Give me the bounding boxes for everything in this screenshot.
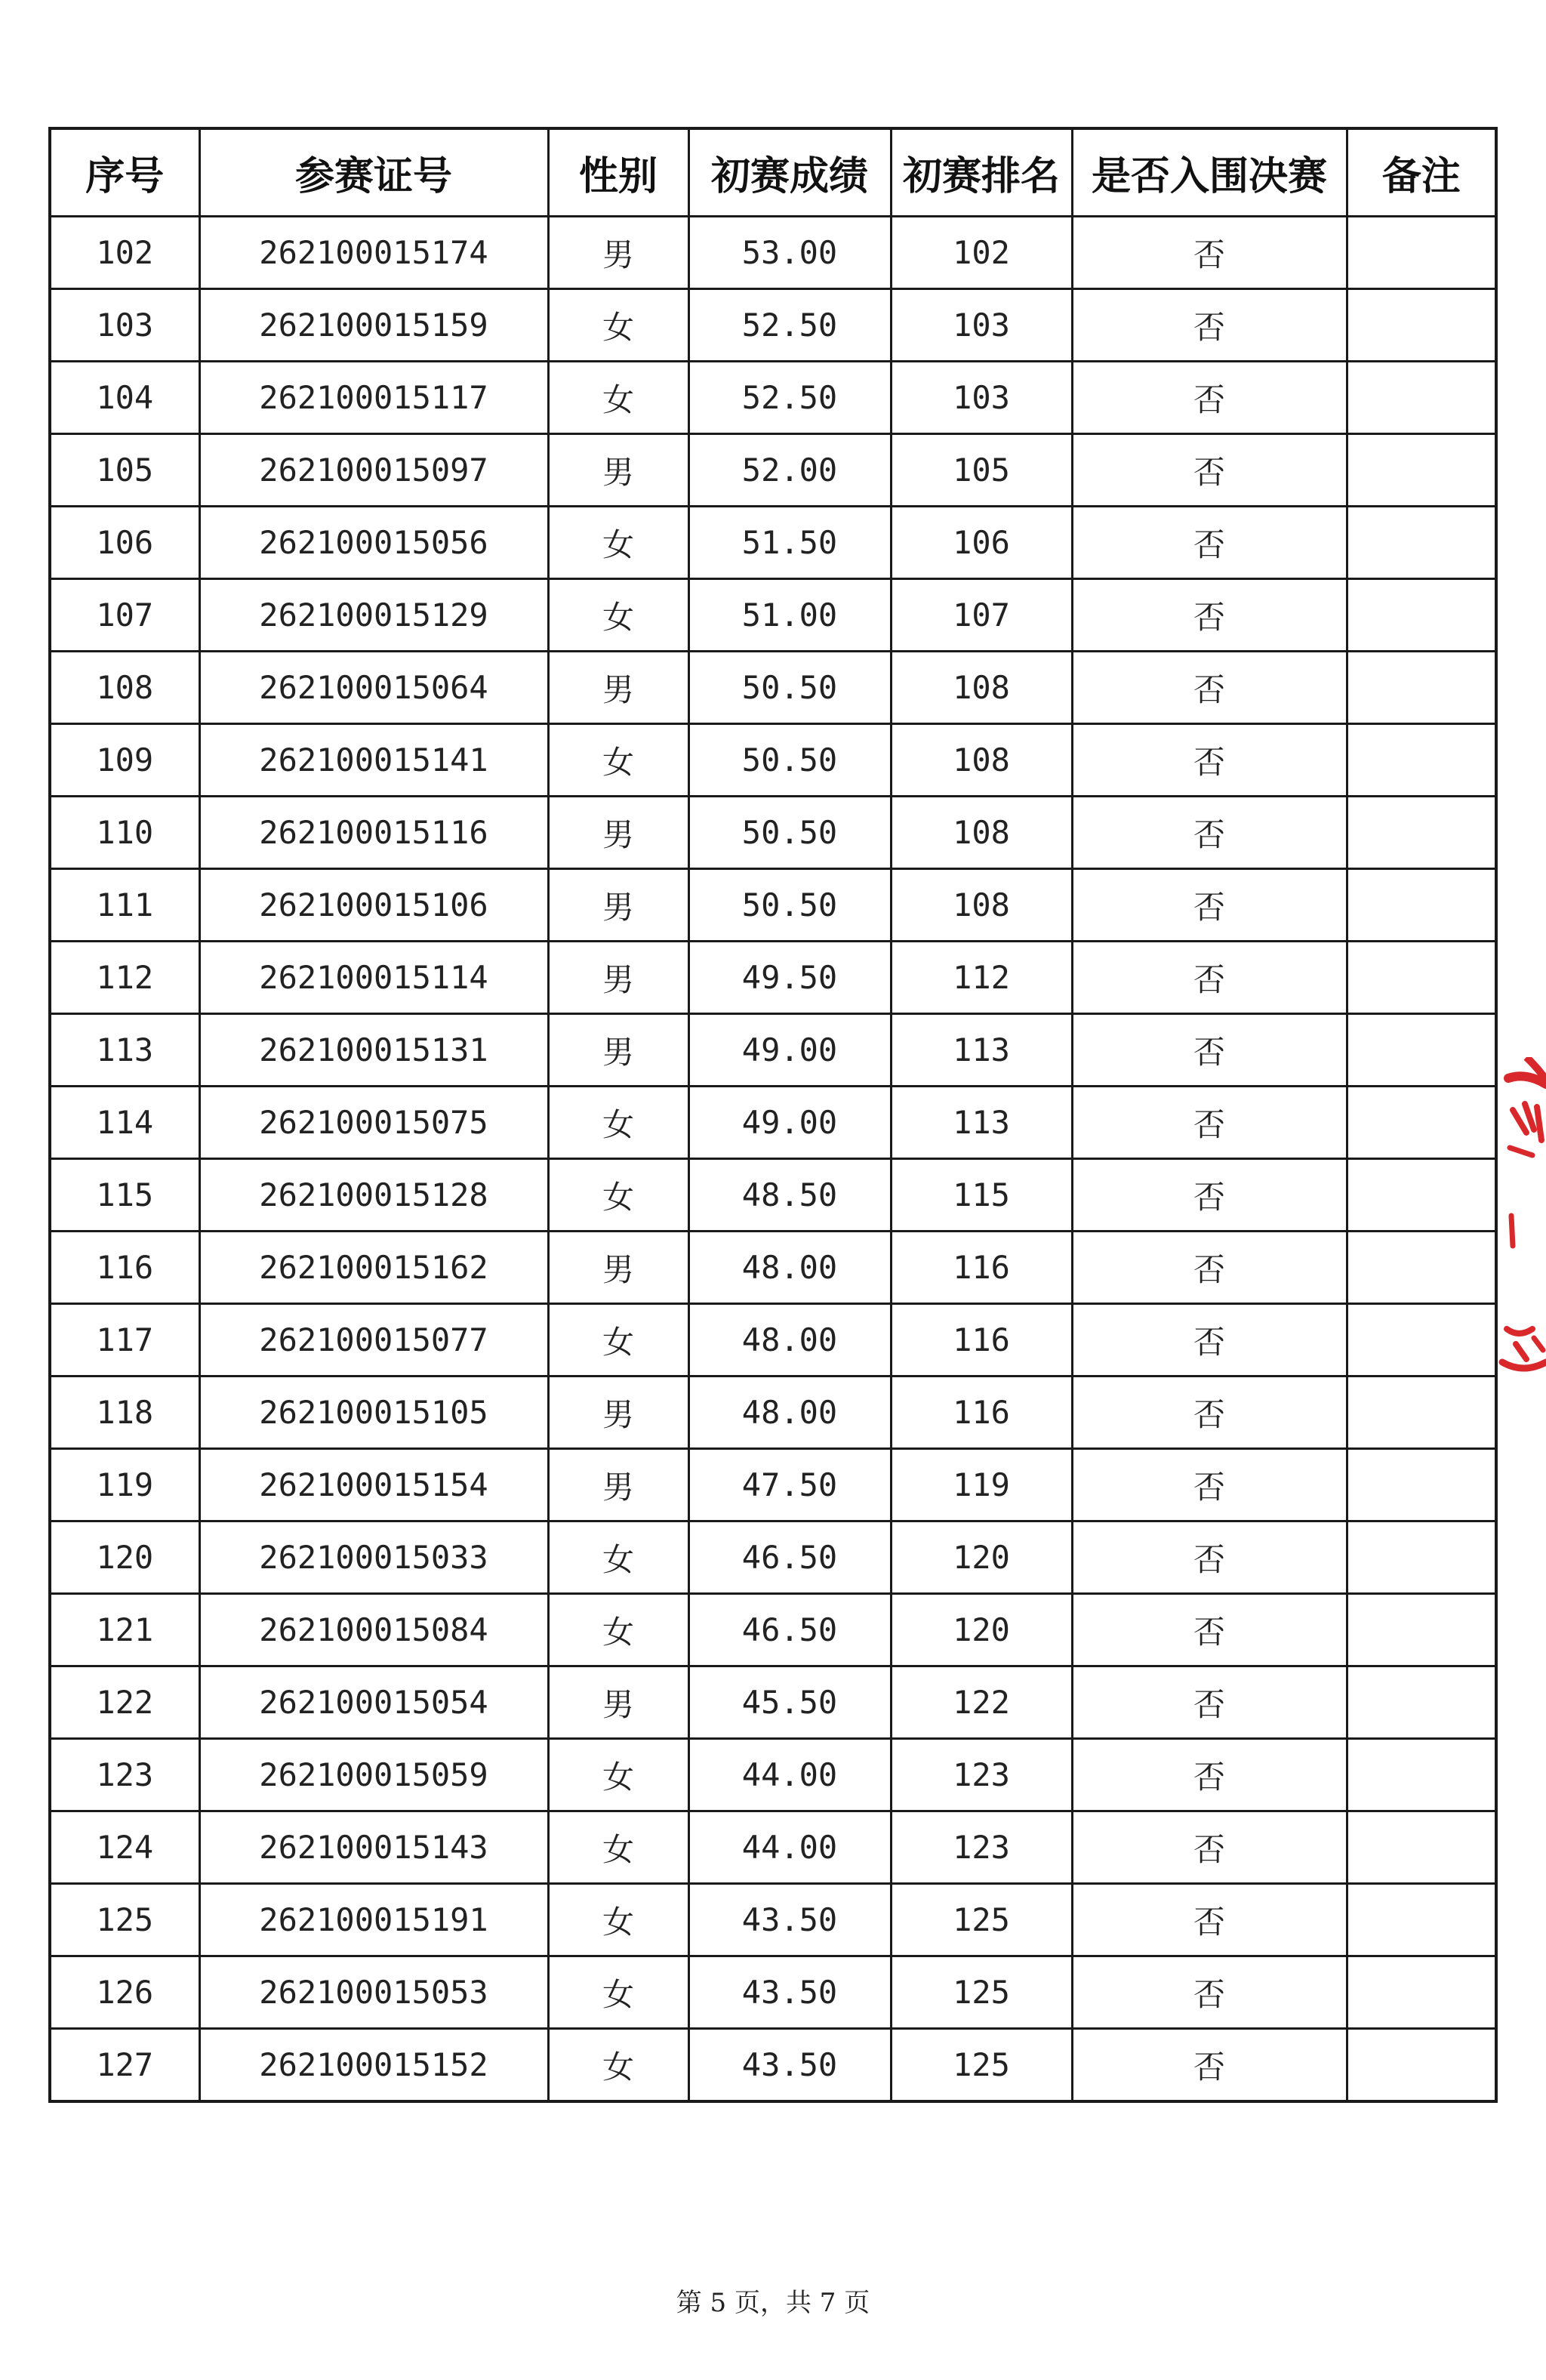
cell-ticket: 262100015141 [199,724,548,797]
cell-score: 46.50 [688,1594,891,1666]
cell-rank: 115 [891,1159,1072,1232]
table-header [50,128,1496,217]
cell-ticket: 262100015159 [199,289,548,362]
cell-ticket: 262100015162 [199,1232,548,1304]
cell-gender: 男 [548,1377,688,1449]
cell-score: 45.50 [688,1666,891,1739]
cell-final: 否 [1072,2029,1347,2102]
cell-score: 48.00 [688,1304,891,1377]
table-row [50,1521,1496,1594]
cell-remark [1347,2029,1496,2102]
page-number-footer: 第 5 页，共 7 页 [676,2288,870,2318]
cell-rank: 108 [891,652,1072,724]
cell-gender: 男 [548,434,688,507]
cell-rank: 105 [891,434,1072,507]
cell-remark [1347,434,1496,507]
table-row [50,434,1496,507]
cell-seq: 113 [50,1014,199,1087]
cell-rank: 120 [891,1521,1072,1594]
col-header-ticket: 参赛证号 [199,128,548,217]
cell-remark [1347,1304,1496,1377]
col-header-score: 初赛成绩 [688,128,891,217]
cell-gender: 女 [548,1159,688,1232]
cell-score: 52.00 [688,434,891,507]
cell-final: 否 [1072,362,1347,434]
cell-ticket: 262100015064 [199,652,548,724]
cell-seq: 117 [50,1304,199,1377]
cell-ticket: 262100015033 [199,1521,548,1594]
cell-gender: 男 [548,1014,688,1087]
cell-final: 否 [1072,1304,1347,1377]
cell-gender: 女 [548,724,688,797]
cell-seq: 104 [50,362,199,434]
cell-ticket: 262100015097 [199,434,548,507]
cell-rank: 119 [891,1449,1072,1521]
cell-seq: 112 [50,942,199,1014]
col-header-gender: 性别 [548,128,688,217]
table-row [50,724,1496,797]
table-row [50,1014,1496,1087]
cell-final: 否 [1072,1377,1347,1449]
cell-gender: 女 [548,1956,688,2029]
col-header-final: 是否入围决赛 [1072,128,1347,217]
cell-gender: 男 [548,217,688,289]
cell-final: 否 [1072,1449,1347,1521]
table-row [50,797,1496,869]
cell-seq: 110 [50,797,199,869]
col-header-seq: 序号 [50,128,199,217]
cell-gender: 女 [548,1594,688,1666]
table-row [50,362,1496,434]
cell-remark [1347,1739,1496,1811]
cell-remark [1347,1449,1496,1521]
cell-ticket: 262100015053 [199,1956,548,2029]
cell-rank: 116 [891,1232,1072,1304]
cell-rank: 125 [891,2029,1072,2102]
cell-gender: 女 [548,362,688,434]
cell-final: 否 [1072,797,1347,869]
cell-seq: 127 [50,2029,199,2102]
cell-rank: 125 [891,1884,1072,1956]
table-row [50,1884,1496,1956]
cell-score: 50.50 [688,869,891,942]
cell-score: 43.50 [688,1884,891,1956]
table-row [50,1232,1496,1304]
table-row [50,1956,1496,2029]
cell-score: 49.50 [688,942,891,1014]
cell-gender: 女 [548,289,688,362]
cell-final: 否 [1072,1666,1347,1739]
cell-score: 50.50 [688,797,891,869]
cell-seq: 121 [50,1594,199,1666]
cell-seq: 111 [50,869,199,942]
cell-ticket: 262100015154 [199,1449,548,1521]
cell-final: 否 [1072,579,1347,652]
cell-score: 52.50 [688,362,891,434]
cell-ticket: 262100015129 [199,579,548,652]
cell-rank: 120 [891,1594,1072,1666]
cell-rank: 122 [891,1666,1072,1739]
cell-gender: 女 [548,1811,688,1884]
cell-ticket: 262100015128 [199,1159,548,1232]
cell-ticket: 262100015131 [199,1014,548,1087]
cell-score: 44.00 [688,1811,891,1884]
table-row [50,579,1496,652]
cell-rank: 112 [891,942,1072,1014]
cell-rank: 107 [891,579,1072,652]
cell-seq: 105 [50,434,199,507]
cell-seq: 103 [50,289,199,362]
cell-rank: 123 [891,1811,1072,1884]
cell-final: 否 [1072,1159,1347,1232]
cell-seq: 119 [50,1449,199,1521]
cell-seq: 102 [50,217,199,289]
cell-remark [1347,797,1496,869]
cell-score: 51.00 [688,579,891,652]
cell-ticket: 262100015054 [199,1666,548,1739]
cell-score: 50.50 [688,652,891,724]
table-row [50,1159,1496,1232]
cell-ticket: 262100015117 [199,362,548,434]
cell-rank: 125 [891,1956,1072,2029]
table-row [50,507,1496,579]
cell-remark [1347,1087,1496,1159]
cell-gender: 男 [548,1449,688,1521]
cell-seq: 125 [50,1884,199,1956]
cell-gender: 女 [548,579,688,652]
cell-rank: 102 [891,217,1072,289]
cell-ticket: 262100015116 [199,797,548,869]
cell-gender: 男 [548,797,688,869]
table-row [50,2029,1496,2102]
cell-seq: 109 [50,724,199,797]
cell-ticket: 262100015056 [199,507,548,579]
cell-remark [1347,1232,1496,1304]
cell-final: 否 [1072,1811,1347,1884]
cell-rank: 108 [891,797,1072,869]
cell-seq: 114 [50,1087,199,1159]
cell-ticket: 262100015106 [199,869,548,942]
partial-red-seal-icon [1496,1057,1546,1374]
cell-seq: 106 [50,507,199,579]
cell-final: 否 [1072,1956,1347,2029]
table-row [50,652,1496,724]
cell-seq: 116 [50,1232,199,1304]
cell-rank: 106 [891,507,1072,579]
table-body [50,217,1496,2102]
table-row [50,217,1496,289]
cell-score: 43.50 [688,2029,891,2102]
cell-rank: 103 [891,289,1072,362]
col-header-remark: 备注 [1347,128,1496,217]
cell-final: 否 [1072,1087,1347,1159]
cell-rank: 108 [891,724,1072,797]
cell-ticket: 262100015143 [199,1811,548,1884]
cell-rank: 113 [891,1014,1072,1087]
cell-gender: 男 [548,1232,688,1304]
cell-score: 44.00 [688,1739,891,1811]
cell-score: 50.50 [688,724,891,797]
cell-final: 否 [1072,1594,1347,1666]
cell-ticket: 262100015191 [199,1884,548,1956]
cell-remark [1347,289,1496,362]
cell-ticket: 262100015152 [199,2029,548,2102]
cell-seq: 120 [50,1521,199,1594]
cell-gender: 女 [548,2029,688,2102]
cell-remark [1347,1014,1496,1087]
cell-final: 否 [1072,434,1347,507]
cell-score: 48.00 [688,1232,891,1304]
cell-rank: 116 [891,1377,1072,1449]
table-row [50,869,1496,942]
table-row [50,1666,1496,1739]
cell-remark [1347,1811,1496,1884]
cell-gender: 女 [548,1884,688,1956]
col-header-rank: 初赛排名 [891,128,1072,217]
cell-remark [1347,1521,1496,1594]
header-row [50,128,1496,217]
table-row [50,1449,1496,1521]
cell-score: 49.00 [688,1014,891,1087]
cell-gender: 女 [548,1087,688,1159]
cell-remark [1347,217,1496,289]
cell-seq: 122 [50,1666,199,1739]
cell-final: 否 [1072,1521,1347,1594]
cell-remark [1347,1159,1496,1232]
cell-ticket: 262100015059 [199,1739,548,1811]
cell-seq: 124 [50,1811,199,1884]
cell-remark [1347,1666,1496,1739]
cell-gender: 男 [548,869,688,942]
cell-remark [1347,942,1496,1014]
cell-remark [1347,869,1496,942]
table-row [50,1594,1496,1666]
cell-remark [1347,1594,1496,1666]
cell-rank: 103 [891,362,1072,434]
score-table [48,127,1498,2103]
cell-score: 43.50 [688,1956,891,2029]
cell-ticket: 262100015174 [199,217,548,289]
cell-score: 52.50 [688,289,891,362]
cell-score: 48.50 [688,1159,891,1232]
cell-gender: 女 [548,507,688,579]
cell-final: 否 [1072,1884,1347,1956]
table-row [50,1811,1496,1884]
table-row [50,1087,1496,1159]
cell-score: 53.00 [688,217,891,289]
cell-final: 否 [1072,1739,1347,1811]
cell-gender: 男 [548,1666,688,1739]
cell-ticket: 262100015084 [199,1594,548,1666]
cell-ticket: 262100015077 [199,1304,548,1377]
cell-seq: 123 [50,1739,199,1811]
cell-gender: 女 [548,1521,688,1594]
table-row [50,942,1496,1014]
cell-remark [1347,1956,1496,2029]
cell-score: 48.00 [688,1377,891,1449]
cell-final: 否 [1072,289,1347,362]
cell-ticket: 262100015105 [199,1377,548,1449]
cell-seq: 108 [50,652,199,724]
cell-score: 46.50 [688,1521,891,1594]
cell-gender: 男 [548,652,688,724]
cell-gender: 女 [548,1304,688,1377]
cell-final: 否 [1072,652,1347,724]
cell-ticket: 262100015114 [199,942,548,1014]
cell-seq: 107 [50,579,199,652]
cell-remark [1347,652,1496,724]
cell-final: 否 [1072,869,1347,942]
cell-remark [1347,724,1496,797]
cell-score: 51.50 [688,507,891,579]
cell-score: 47.50 [688,1449,891,1521]
cell-gender: 男 [548,942,688,1014]
table-row [50,1377,1496,1449]
cell-seq: 126 [50,1956,199,2029]
table-row [50,289,1496,362]
cell-remark [1347,362,1496,434]
cell-gender: 女 [548,1739,688,1811]
cell-final: 否 [1072,942,1347,1014]
cell-seq: 118 [50,1377,199,1449]
cell-final: 否 [1072,217,1347,289]
cell-final: 否 [1072,724,1347,797]
cell-final: 否 [1072,507,1347,579]
cell-rank: 108 [891,869,1072,942]
cell-remark [1347,507,1496,579]
cell-remark [1347,579,1496,652]
cell-rank: 113 [891,1087,1072,1159]
cell-final: 否 [1072,1014,1347,1087]
cell-remark [1347,1884,1496,1956]
cell-final: 否 [1072,1232,1347,1304]
cell-score: 49.00 [688,1087,891,1159]
cell-ticket: 262100015075 [199,1087,548,1159]
cell-seq: 115 [50,1159,199,1232]
cell-rank: 116 [891,1304,1072,1377]
table-row [50,1739,1496,1811]
cell-remark [1347,1377,1496,1449]
table-row [50,1304,1496,1377]
cell-rank: 123 [891,1739,1072,1811]
